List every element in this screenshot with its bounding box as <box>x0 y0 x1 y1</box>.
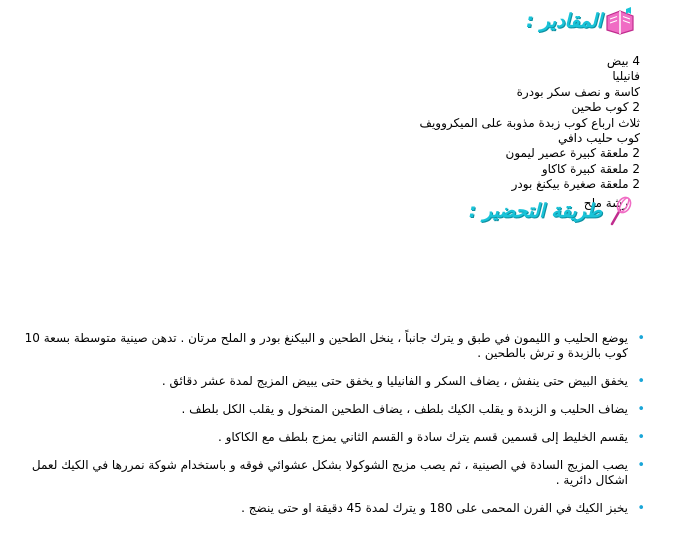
step-item <box>24 331 646 361</box>
step-text: يخبز الكيك في الفرن المحمى على 180 و يترك لمدة 45 دقيقة او حتى ينضج . <box>241 501 628 515</box>
step-text: يخفق البيض حتى ينفش ، يضاف السكر و الفانيليا و يخفق حتى يبيض المزيج لمدة عشر دقائق . <box>161 374 628 388</box>
ingredients-list <box>420 54 640 211</box>
bullet-icon: • <box>637 331 645 346</box>
step-text: يقسم الخليط إلى قسمين قسم يترك سادة و القسم الثاني يمزج بلطف مع الكاكاو . <box>217 430 628 444</box>
ingredient-item: كوب حليب دافي <box>557 131 640 146</box>
bullet-icon: • <box>637 402 645 417</box>
bullet-icon: • <box>637 430 645 445</box>
bullet-icon: • <box>637 501 645 516</box>
step-text: يضاف الحليب و الزبدة و يقلب الكيك بلطف ، يضاف الطحين المنخول و يقلب الكل بلطف . <box>181 402 628 416</box>
step-item <box>24 374 646 389</box>
step-item <box>24 430 646 445</box>
ingredient-item: كاسة و نصف سكر بودرة <box>516 84 640 99</box>
bullet-icon: • <box>637 374 645 389</box>
ingredient-item: 2 كوب طحين <box>571 100 640 115</box>
ingredient-item: 2 ملعقة كبيرة كاكاو <box>541 161 640 176</box>
ingredient-item: رشة ملح <box>583 195 628 210</box>
ingredient-item: 2 ملعقة كبيرة عصير ليمون <box>505 146 640 161</box>
ingredient-item: 4 بيض <box>606 54 640 68</box>
step-text: يوضع الحليب و الليمون في طبق و يترك جانباً ، ينخل الطحين و البيكنغ بودر و الملح مرتان . تدهن صينية متوسطة بسعة 10 كوب بالزبدة و ترش بالطحين . <box>24 331 628 360</box>
method-title: طريقة التحضير : <box>468 200 602 222</box>
method-steps-list <box>24 331 646 529</box>
ingredient-item: فانيليا <box>612 69 640 84</box>
method-heading <box>469 196 636 226</box>
ingredients-title: المقادير : <box>526 10 602 32</box>
ingredients-heading <box>526 6 636 36</box>
whisk-icon <box>604 196 636 226</box>
step-text: يصب المزيج السادة في الصينية ، ثم يصب مزيج الشوكولا بشكل عشوائي فوقه و باستخدام شوكة نمررها في الكيك لعمل اشكال دائرية . <box>31 458 628 487</box>
bullet-icon: • <box>637 458 645 473</box>
step-item <box>24 402 646 417</box>
ingredient-item: ثلاث ارباع كوب زبدة مذوبة على الميكروويف <box>419 115 640 130</box>
step-item <box>24 501 646 516</box>
book-icon <box>604 6 636 36</box>
step-item <box>24 458 646 488</box>
ingredient-item: 2 ملعقة صغيرة بيكنغ بودر <box>511 177 640 192</box>
